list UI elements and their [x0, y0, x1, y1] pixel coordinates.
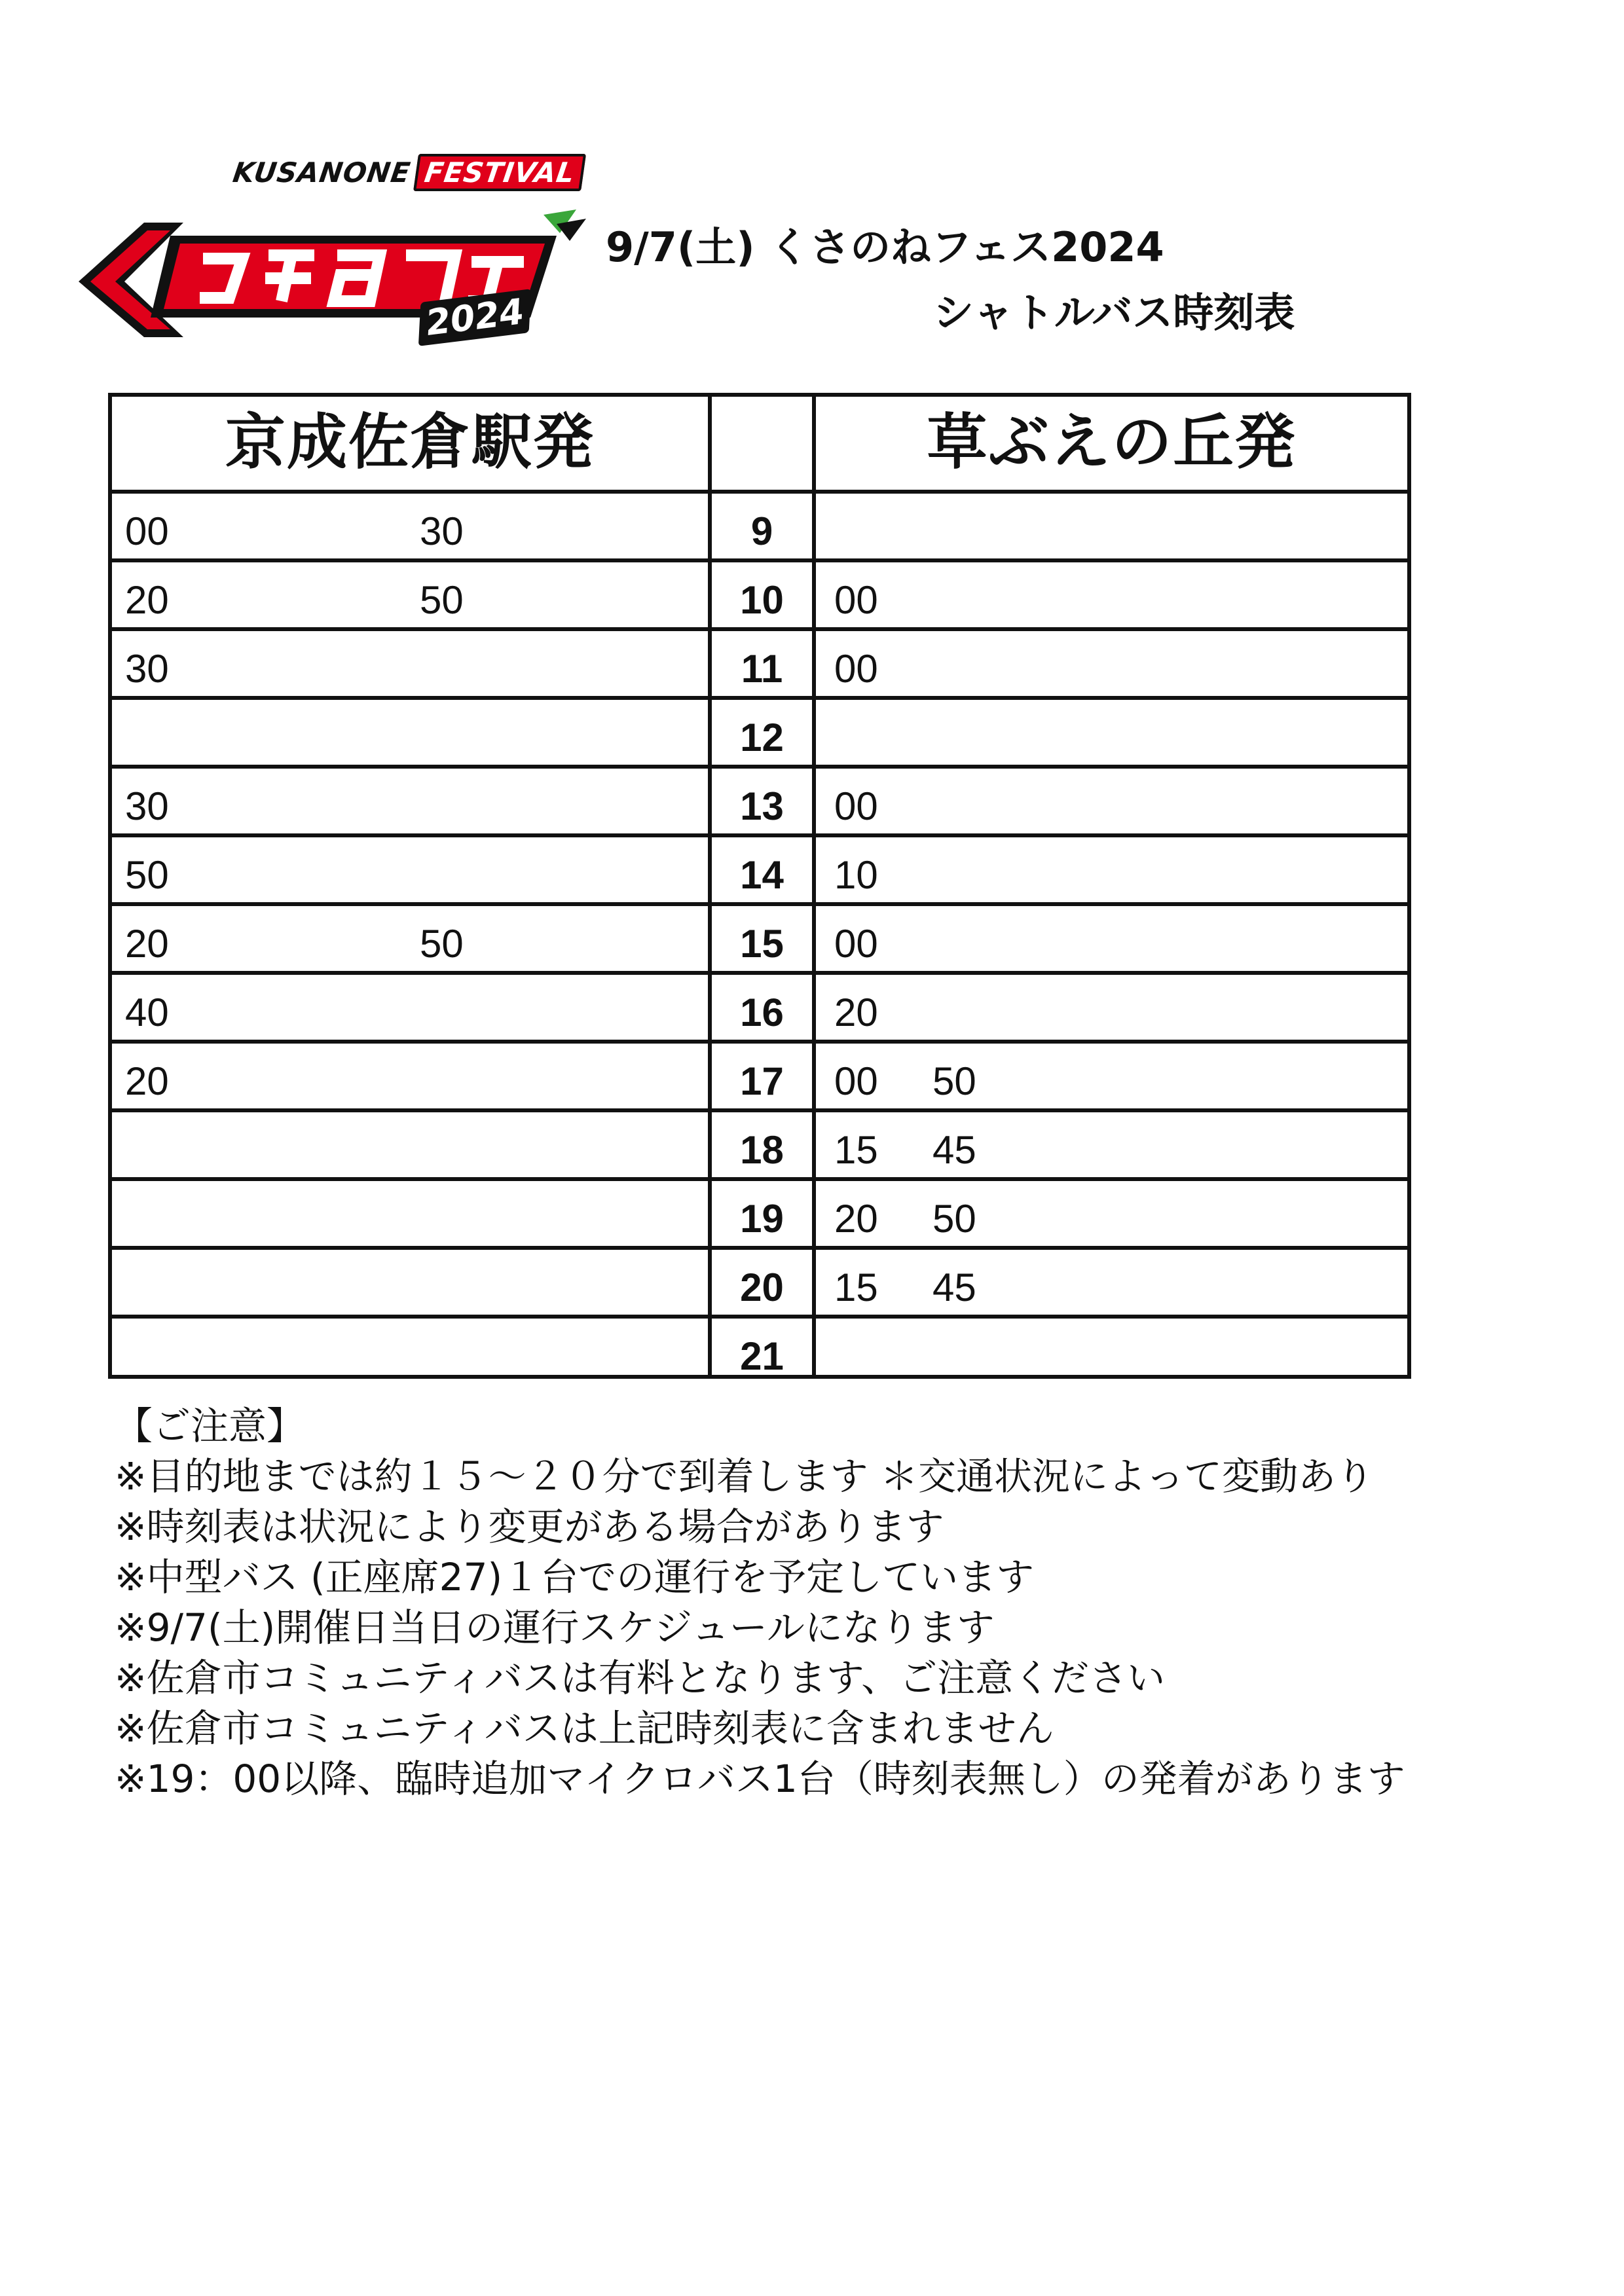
festival-logo — [72, 151, 589, 354]
note-item: ※佐倉市コミュニティバスは上記時刻表に含まれません — [115, 1706, 1054, 1751]
logo-tagline-right: FESTIVAL — [413, 154, 587, 191]
timetable-row — [816, 975, 1407, 1044]
departure-minute: 00 — [834, 578, 878, 622]
departure-minute: 00 — [834, 784, 878, 828]
departure-minute: 40 — [125, 991, 169, 1034]
hour-label: 19 — [740, 1197, 784, 1241]
departure-minute: 20 — [834, 991, 878, 1034]
hour-label: 13 — [740, 784, 784, 828]
timetable-row — [712, 1319, 812, 1387]
timetable-row — [112, 1250, 708, 1319]
note-item: ※時刻表は状況により変更がある場合があります — [115, 1504, 944, 1549]
departure-minute: 20 — [834, 1197, 878, 1241]
timetable-row — [816, 1181, 1407, 1250]
timetable-row — [712, 975, 812, 1044]
timetable-row — [816, 631, 1407, 700]
timetable-row — [112, 906, 708, 975]
timetable-row — [712, 906, 812, 975]
column-kusabue-no-oka — [816, 397, 1407, 1375]
departure-minute: 30 — [420, 509, 464, 553]
timetable-row — [712, 1181, 812, 1250]
timetable-row — [712, 1044, 812, 1112]
timetable-row — [112, 631, 708, 700]
notes-section — [115, 1401, 1588, 1804]
note-item: ※目的地までは約１５～２０分で到着します ＊交通状況によって変動あり — [115, 1454, 1375, 1499]
departure-minute: 00 — [834, 647, 878, 691]
timetable-row — [816, 906, 1407, 975]
timetable-row — [112, 1112, 708, 1181]
timetable-row — [112, 700, 708, 769]
column-hour — [708, 397, 816, 1378]
timetable-row — [816, 1250, 1407, 1319]
hour-label: 15 — [740, 922, 784, 966]
departure-minute: 50 — [932, 1197, 976, 1241]
departure-minute: 50 — [420, 922, 464, 966]
timetable-row — [712, 1112, 812, 1181]
timetable-row — [816, 769, 1407, 837]
departure-minute: 20 — [125, 1059, 169, 1103]
timetable-row — [816, 1112, 1407, 1181]
timetable-row — [816, 494, 1407, 562]
hour-label: 10 — [740, 578, 784, 622]
hour-label: 9 — [750, 509, 773, 553]
timetable-row — [816, 1319, 1407, 1387]
hour-label: 18 — [740, 1128, 784, 1172]
departure-minute: 50 — [932, 1059, 976, 1103]
shuttle-timetable — [108, 393, 1411, 1379]
departure-minute: 50 — [420, 578, 464, 622]
timetable-row — [112, 1319, 708, 1387]
departure-minute: 30 — [125, 647, 169, 691]
timetable-row — [712, 700, 812, 769]
timetable-row — [816, 1044, 1407, 1112]
hour-label: 17 — [740, 1059, 784, 1103]
timetable-row — [112, 837, 708, 906]
timetable-row — [112, 975, 708, 1044]
departure-minute: 45 — [932, 1266, 976, 1309]
departure-minute: 20 — [125, 922, 169, 966]
departure-minute: 00 — [834, 1059, 878, 1103]
hour-label: 16 — [740, 991, 784, 1034]
timetable-row — [112, 562, 708, 631]
logo-year-badge: 2024 — [418, 289, 531, 346]
page-subtitle: シャトルバス時刻表 — [933, 289, 1295, 337]
timetable-row — [112, 1044, 708, 1112]
hour-label: 20 — [740, 1266, 784, 1309]
note-item: ※9/7(土)開催日当日の運行スケジュールになります — [115, 1605, 995, 1650]
page-title: 9/7(土) くさのねフェス2024 — [606, 223, 1164, 271]
timetable-row — [112, 1181, 708, 1250]
hour-label: 14 — [740, 853, 784, 897]
departure-minute: 30 — [125, 784, 169, 828]
logo-wordmark — [72, 177, 589, 380]
departure-minute: 15 — [834, 1128, 878, 1172]
hour-label: 11 — [741, 647, 783, 691]
column-header-departure-kusabue: 草ぶえの丘発 — [816, 397, 1407, 494]
note-item: ※19：00以降、臨時追加マイクロバス1台（時刻表無し）の発着があります — [115, 1757, 1405, 1801]
timetable-row — [112, 494, 708, 562]
timetable-row — [816, 562, 1407, 631]
departure-minute: 50 — [125, 853, 169, 897]
timetable-row — [712, 1250, 812, 1319]
timetable-row — [112, 769, 708, 837]
column-header-hour — [712, 397, 812, 494]
departure-minute: 10 — [834, 853, 878, 897]
notes-title: 【ご注意】 — [115, 1404, 305, 1448]
column-header-departure-keisei-sakura: 京成佐倉駅発 — [112, 397, 708, 494]
departure-minute: 00 — [834, 922, 878, 966]
departure-minute: 00 — [125, 509, 169, 553]
timetable-row — [712, 494, 812, 562]
hour-label: 12 — [740, 716, 784, 759]
logo-tagline-left: KUSANONE — [231, 156, 413, 189]
timetable-row — [712, 631, 812, 700]
timetable-row — [712, 562, 812, 631]
departure-minute: 20 — [125, 578, 169, 622]
hour-label: 21 — [740, 1334, 784, 1378]
note-item: ※中型バス (正座席27)１台での運行を予定しています — [115, 1555, 1035, 1599]
departure-minute: 45 — [932, 1128, 976, 1172]
column-keisei-sakura — [112, 397, 708, 1375]
timetable-row — [816, 700, 1407, 769]
timetable-row — [712, 769, 812, 837]
note-item: ※佐倉市コミュニティバスは有料となります、ご注意ください — [115, 1656, 1166, 1700]
departure-minute: 15 — [834, 1266, 878, 1309]
timetable-row — [712, 837, 812, 906]
timetable-row — [816, 837, 1407, 906]
